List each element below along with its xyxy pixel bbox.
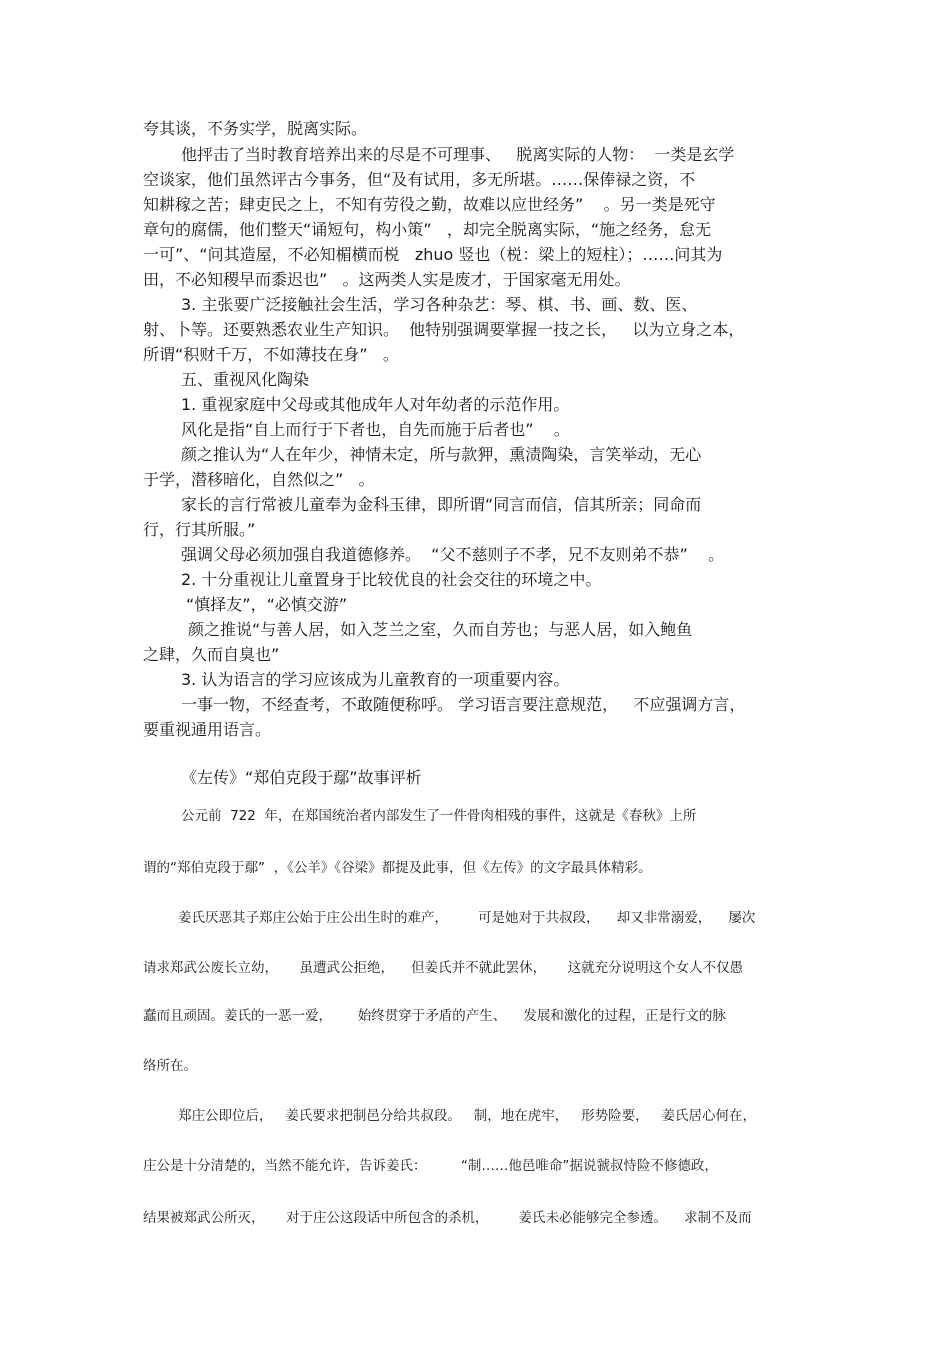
text-line: 蠢而且顽固。姜氏的一恶一爱， 始终贯穿于矛盾的产生、 发展和激化的过程，正是行文的脉 <box>143 1008 726 1024</box>
text-line: 3. 主张要广泛接触社会生活，学习各种杂艺：琴、棋、书、画、数、医、 <box>181 295 698 314</box>
text-line: 2. 十分重视让儿童置身于比较优良的社会交往的环境之中。 <box>181 570 602 589</box>
text-line: 于学，潜移暗化，自然似之” 。 <box>143 470 375 489</box>
text-line: 颜之推认为“人在年少，神情未定，所与款狎，熏渍陶染，言笑举动，无心 <box>181 445 702 464</box>
text-line: 3. 认为语言的学习应该成为儿童教育的一项重要内容。 <box>181 670 570 689</box>
section-heading: 五、重视风化陶染 <box>181 370 310 389</box>
text-line: 之肆，久而自臭也” <box>143 645 280 664</box>
article-title: 《左传》“郑伯克段于鄢”故事评析 <box>181 768 422 787</box>
text-line: 家长的言行常被儿童奉为金科玉律，即所谓“同言而信，信其所亲；同命而 <box>181 495 702 514</box>
text-line: 知耕稼之苦；肆吏民之上，不知有劳役之勤，故难以应世经务” 。另一类是死守 <box>143 195 716 214</box>
text-line: 请求郑武公废长立幼， 虽遭武公拒绝， 但姜氏并不就此罢休， 这就充分说明这个女人不仅愚 <box>143 960 744 976</box>
text-line: 庄公是十分清楚的，当然不能允许，告诉姜氏： “制……他邑唯命”据说虢叔恃险不修德政， <box>143 1158 718 1174</box>
text-line: 行，行其所服。” <box>143 520 256 539</box>
text-line: 章句的腐儒，他们整天“诵短句，构小策” ，却完全脱离实际，“施之经务，怠无 <box>143 220 712 239</box>
text-line: 田，不必知稷早而黍迟也” 。这两类人实是废才，于国家毫无用处。 <box>143 270 631 289</box>
text-line: 郑庄公即位后， 姜氏要求把制邑分给共叔段。 制，地在虎牢， 形势险要， 姜氏居心何在， <box>178 1108 756 1124</box>
text-line: 一事一物，不经查考，不敢随便称呼。 学习语言要注意规范， 不应强调方言， <box>181 695 746 714</box>
text-line: 络所在。 <box>143 1058 197 1074</box>
text-line: 要重视通用语言。 <box>143 720 272 739</box>
text-line: 空谈家，他们虽然评古今事务，但“及有试用，多无所堪。……保俸禄之资，不 <box>143 170 696 189</box>
text-line: 射、卜等。还要熟悉农业生产知识。 他特别强调要掌握一技之长， 以为立身之本， <box>143 320 745 339</box>
text-line: 所谓“积财千万，不如薄技在身” 。 <box>143 345 399 364</box>
text-line: “慎择友”，“必慎交游” <box>186 595 348 614</box>
text-line: 夸其谈，不务实学，脱离实际。 <box>143 119 368 138</box>
text-line: 姜氏厌恶其子郑庄公始于庄公出生时的难产， 可是她对于共叔段， 却又非常溺爱， 屡次 <box>178 910 756 926</box>
text-line: 公元前 722 年，在郑国统治者内部发生了一件骨肉相残的事件，这就是《春秋》上所 <box>181 808 697 824</box>
text-line: 颜之推说“与善人居，如入芝兰之室，久而自芳也；与恶人居，如入鲍鱼 <box>188 620 693 639</box>
text-line: 谓的“郑伯克段于鄢” ，《公羊》《谷梁》都提及此事，但《左传》的文字最具体精彩。 <box>143 860 652 876</box>
text-line: 1. 重视家庭中父母或其他成年人对年幼者的示范作用。 <box>181 395 570 414</box>
text-line: 他抨击了当时教育培养出来的尽是不可理事、 脱离实际的人物： 一类是玄学 <box>181 145 735 164</box>
text-line: 结果被郑武公所灭， 对于庄公这段话中所包含的杀机， 姜氏未必能够完全参透。 求制不及而 <box>143 1210 752 1226</box>
text-line: 一可”、“问其造屋，不必知楣横而棁 zhuo 竖也（棁：梁上的短柱）；……问其为 <box>143 245 723 264</box>
text-line: 风化是指“自上而行于下者也，自先而施于后者也” 。 <box>181 420 570 439</box>
text-line: 强调父母必须加强自我道德修养。 “父不慈则子不孝，兄不友则弟不恭” 。 <box>181 545 725 564</box>
